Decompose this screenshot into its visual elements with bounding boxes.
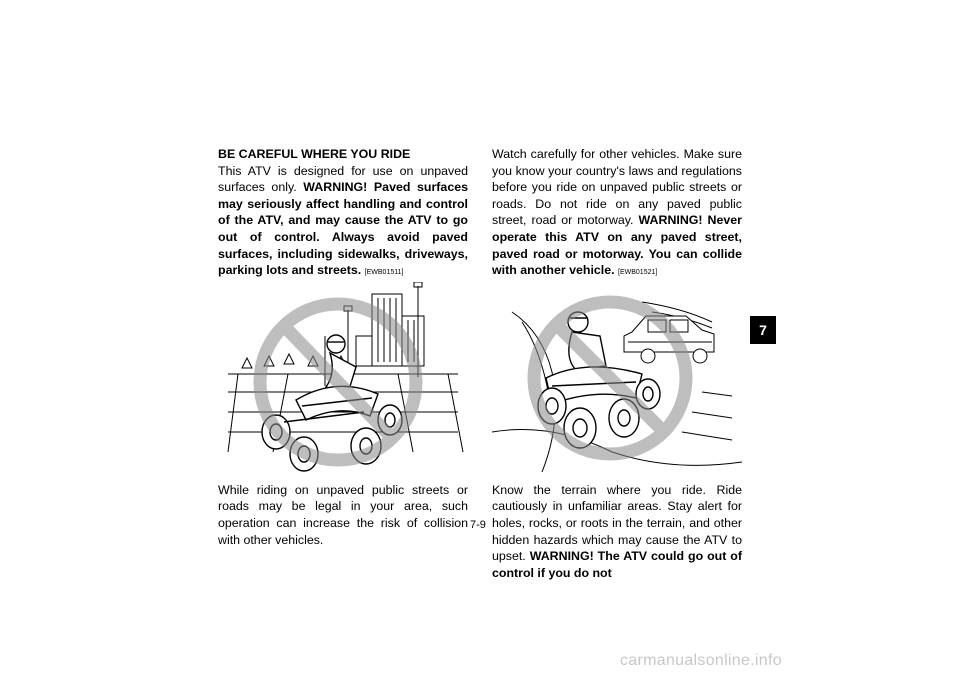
left-column [218, 146, 468, 548]
left-warning-text: WARNING! Paved surfaces may seriously affect handling and control of the ATV, and may cause the ATV to go out of control. Always avoid paved surfaces, including sidewalks, driveways, parking lots and streets. [218, 180, 468, 278]
left-bottom-paragraph: While riding on unpaved public streets or roads may be legal in your area, such operation can increase the risk of collision with other vehicles. [218, 482, 468, 547]
right-bottom-paragraph [492, 482, 742, 582]
chapter-tab: 7 [750, 316, 776, 344]
section-heading: BE CAREFUL WHERE YOU RIDE [218, 147, 411, 161]
right-column [492, 146, 742, 581]
atv-near-car-on-road-prohibited-icon [492, 282, 742, 482]
right-intro-paragraph [492, 146, 742, 282]
right-intro-text: Watch carefully for other vehicles. Make sure you know your country's laws and regulations before you ride on unpaved public streets or roads. Do not ride on any paved public street, road or motorway. [492, 147, 742, 228]
right-bottom-warning: WARNING! The ATV could go out of control if you do not [492, 549, 742, 580]
right-warning-code: [EWB01521] [618, 269, 658, 277]
right-bottom-text: Know the terrain where you ride. Ride cautiously in unfamiliar areas. Stay alert for holes, rocks, or roots in the terrain, and other hidden hazards which may cause the ATV to upset. [492, 482, 742, 564]
page-number: 7-9 [470, 519, 486, 531]
atv-on-pavement-prohibited-icon [218, 282, 468, 482]
right-warning-text: WARNING! Never operate this ATV on any paved street, paved road or motorway. You can collide with another vehicle. [492, 213, 742, 278]
watermark: carmanualsonline.info [620, 652, 782, 669]
left-intro-paragraph [218, 163, 468, 282]
left-warning-code: [EWB01511] [364, 269, 404, 277]
left-intro-text: This ATV is designed for use on unpaved surfaces only. [218, 163, 468, 195]
